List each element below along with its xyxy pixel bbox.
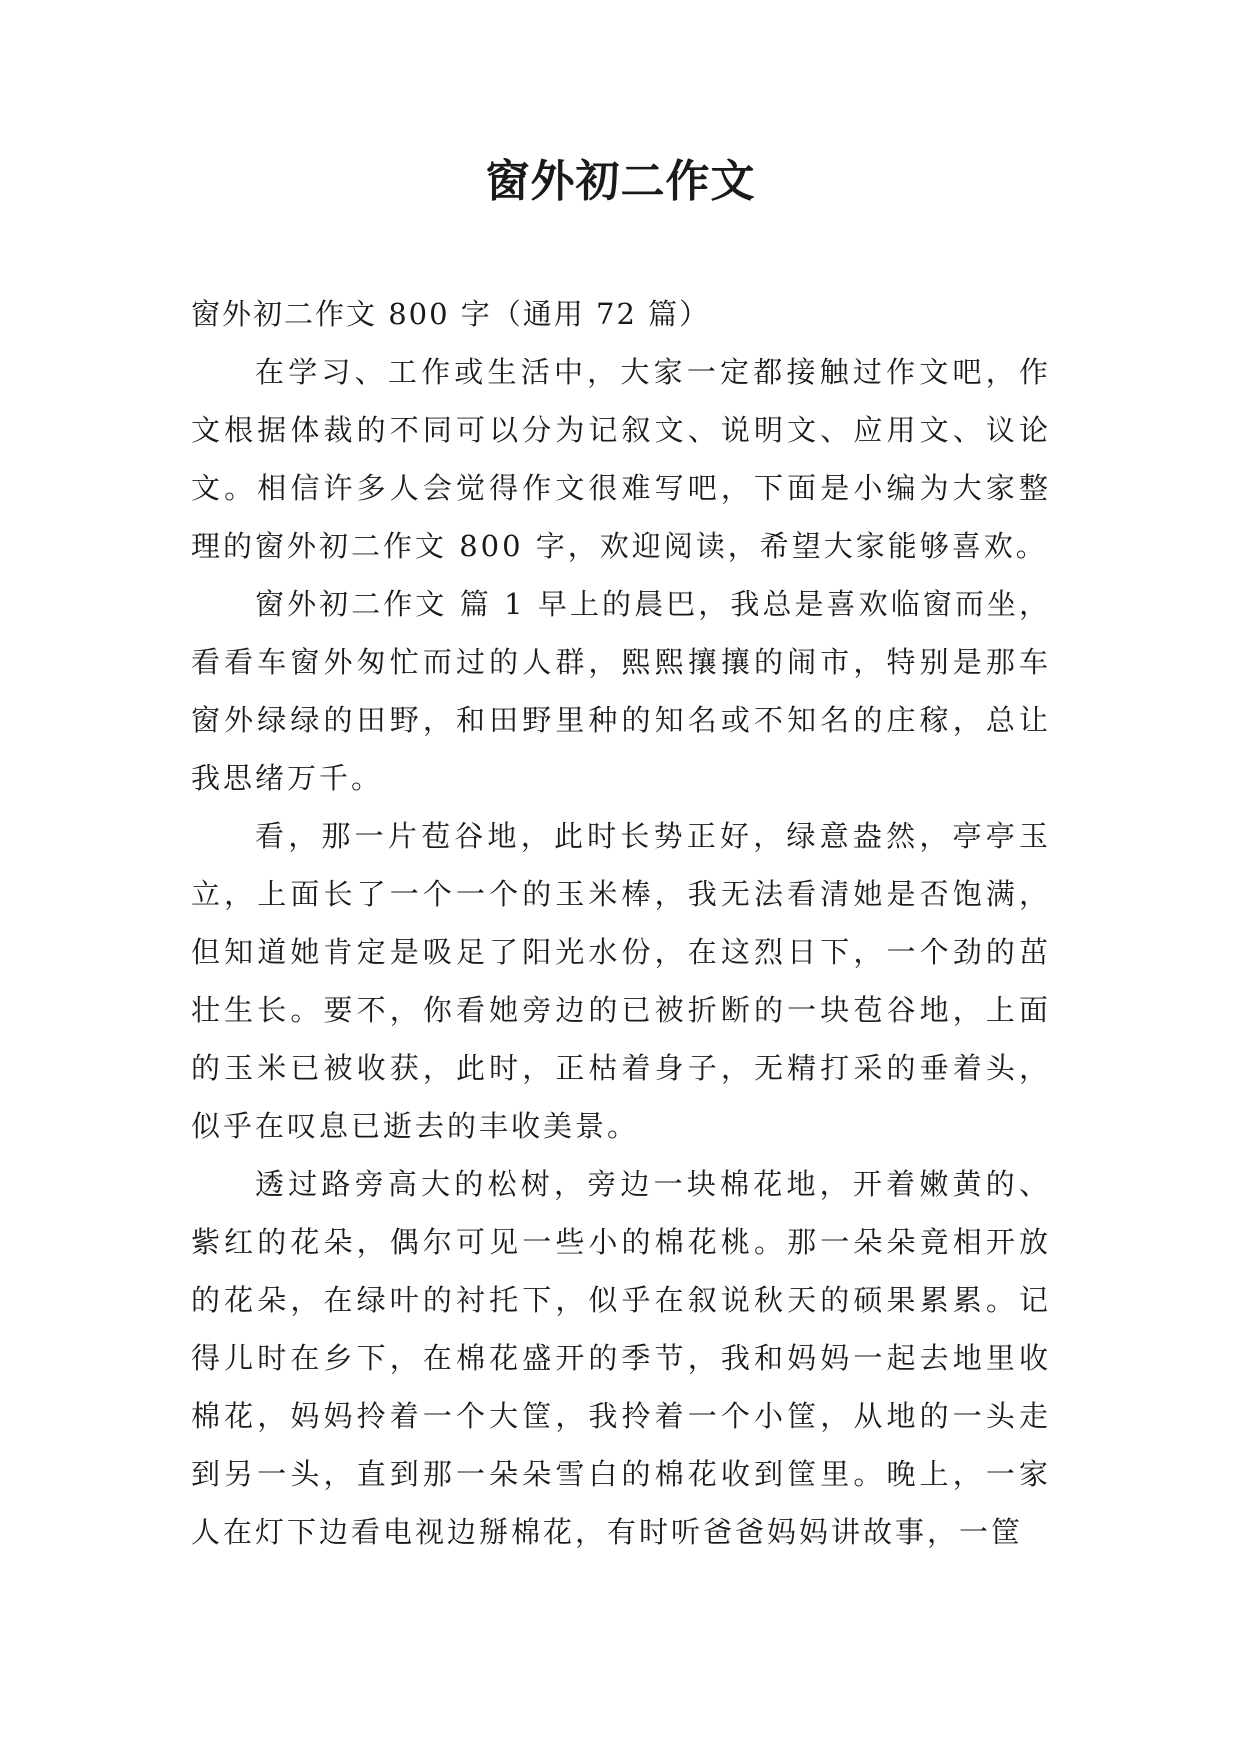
paragraph-intro: 在学习、工作或生活中，大家一定都接触过作文吧，作文根据体裁的不同可以分为记叙文、说明文、应用文、议论文。相信许多人会觉得作文很难写吧，下面是小编为大家整理的窗外初二作文 800 字，欢迎阅读，希望大家能够喜欢。: [191, 355, 1051, 563]
document-title: 窗外初二作文: [485, 156, 756, 207]
document-body: [191, 285, 1051, 1561]
document-subtitle: 窗外初二作文 800 字（通用 72 篇）: [191, 297, 711, 331]
paragraph-essay-1-opening: 窗外初二作文 篇 1 早上的晨巴，我总是喜欢临窗而坐，看看车窗外匆忙而过的人群，熙熙攘攘的闹市，特别是那车窗外绿绿的田野，和田野里种的知名或不知名的庄稼，总让我思绪万千。: [191, 587, 1051, 795]
paragraph-corn-field: 看，那一片苞谷地，此时长势正好，绿意盎然，亭亭玉立，上面长了一个一个的玉米棒，我无法看清她是否饱满，但知道她肯定是吸足了阳光水份，在这烈日下，一个劲的茁壮生长。要不，你看她旁边的已被折断的一块苞谷地，上面的玉米已被收获，此时，正枯着身子，无精打采的垂着头，似乎在叹息已逝去的丰收美景。: [191, 819, 1051, 1143]
paragraph-cotton-field: 透过路旁高大的松树，旁边一块棉花地，开着嫩黄的、紫红的花朵，偶尔可见一些小的棉花桃。那一朵朵竟相开放的花朵，在绿叶的衬托下，似乎在叙说秋天的硕果累累。记得儿时在乡下，在棉花盛开的季节，我和妈妈一起去地里收棉花，妈妈拎着一个大筐，我拎着一个小筐，从地的一头走到另一头，直到那一朵朵雪白的棉花收到筐里。晚上，一家人在灯下边看电视边掰棉花，有时听爸爸妈妈讲故事，一筐: [191, 1167, 1051, 1549]
